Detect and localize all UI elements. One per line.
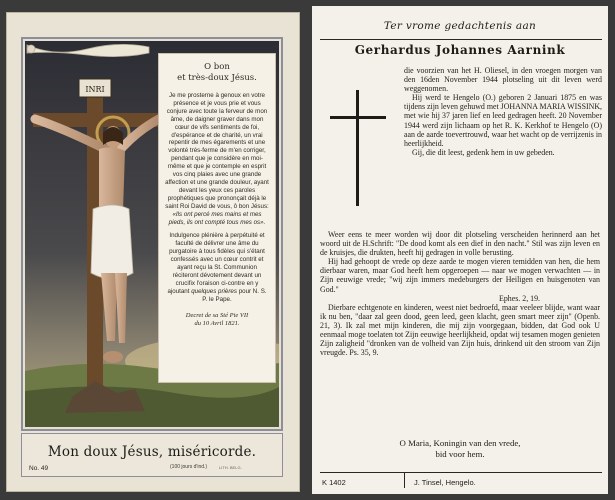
indulgence-note	[165, 232, 269, 303]
prayer-title-line2: et très-doux Jésus.	[177, 73, 257, 83]
prayer-title-line1: O bon	[204, 62, 230, 72]
memorial-body	[320, 230, 600, 357]
biography	[404, 66, 602, 157]
card-number: No. 49	[29, 465, 49, 472]
bio-paragraph-2: Hij werd te Hengelo (O.) geboren 2 Januari 1875 en was tijdens zijn leven gehuwd met JOHANNA MARIA WISSINK, met wie hij 37 jaren lief en leed gedragen heeft. 20 November 1944 werd zijn lichaam op het R. K. Kerkhof te Hengelo (O) aan de aarde toevertrouwd, waar het wacht op de verrijzenis in heerlijkheid.	[404, 93, 602, 148]
prayer-title	[165, 62, 269, 84]
bio-paragraph-3: Gij, die dit leest, gedenk hem in uw gebeden.	[412, 147, 555, 157]
loincloth	[91, 205, 133, 279]
printer-credit: J. Tinsel, Hengelo.	[414, 478, 476, 487]
deceased-name: Gerhardus Johannes Aarnink	[354, 43, 566, 57]
lithographer-mark: LITH. BELG.	[219, 465, 242, 470]
decree-line1: Decret de sa Sté Pie VII	[185, 311, 249, 319]
crucifixion-scene	[25, 41, 279, 427]
footer-rule	[320, 472, 602, 473]
indulgence-end: pour N. S. P. le Pape.	[202, 287, 267, 303]
prayer-quote: «Ils ont percé mes mains et mes pieds, ils ont compté tous mes os».	[168, 210, 266, 226]
prayer-scroll	[158, 53, 276, 383]
footer-separator	[404, 472, 405, 488]
caption-box	[21, 433, 283, 477]
feet	[103, 351, 123, 363]
memorial-text-card	[312, 6, 608, 494]
bio-paragraph-1: die voorzien van het H. Oliesel, in den vroegen morgen van den 16den November 1944 plotseling uit dit leven werd weggenomen.	[404, 66, 602, 94]
scroll-curl-ornament	[25, 41, 151, 59]
header-rule	[320, 39, 602, 40]
inri-label: INRI	[85, 85, 105, 94]
memorial-header: Ter vrome gedachtenis aan	[383, 20, 537, 32]
body-reference: Ephes. 2, 19.	[499, 293, 540, 303]
cross-icon	[330, 90, 386, 206]
prayer-body	[165, 92, 269, 226]
closing-prayer	[312, 438, 608, 460]
prayer-body-text: Je me prosterne à genoux en votre présence et je vous prie et vous conjure avec toute la ferveur de mon âme, de daigner graver dans mon cœur de vifs sentiments de foi, d'espérance et de charité, un vrai repentir de mes égarements et une volonté très-ferme de m'en corriger, pendant que je considère en moi-même et que je contemple en esprit vos cinq plaies avec une grande affection et une grande douleur, ayant devant les yeux ces paroles prophétiques que prononçait déjà le saint Roi David de vous, ô bon Jésus:	[165, 92, 269, 210]
print-code: K 1402	[322, 478, 346, 487]
body-paragraph-3: Dierbare echtgenote en kinderen, weest niet bedroefd, maar veeleer blijde, want waar ik nu ben, "daar zal geen dood, geen leed, geen klacht, geen smart meer zijn" (Openb. 21, 3). Ik zal met mijn kinderen, die mij zijn voorgegaan, bidden, dat God ook U eenmaal moge toelaten tot Zijn eeuwige heerlijkheid, opdat wij tesamen mogen genieten Zijn zaligheid "dronken van de volheid van Zijn huis, drinkend uit den stroom van Zijn vreugde. Ps. 35, 9.	[320, 302, 600, 358]
caption-title: Mon doux Jésus, miséricorde.	[47, 444, 257, 460]
decree	[165, 312, 269, 329]
indulgence-italic: quelques prières	[191, 287, 237, 295]
torso	[99, 147, 125, 214]
picture-frame	[21, 37, 283, 431]
devotional-picture-card	[6, 12, 300, 492]
body-paragraph-2: Hij had gehoopt de vrede op deze aarde te mogen vieren temidden van hen, die hem dierbaar waren, maar God heeft hem opgeroepen — naar we mogen verwachten — in Zijn eeuwige vrede; "wij zijn immers medeburgers der Heiligen en huisgenoten van God."	[320, 257, 600, 294]
body-paragraph-1: Weer eens te meer worden wij door dit plotseling verscheiden herinnerd aan het woord uit de H.Schrift: "De dood komt als een dief in den nacht." Stil was zijn leven en de kruisjes, die drukten, heeft hij gedragen in volle berusting.	[320, 230, 600, 258]
closing-line2: bid voor hem.	[435, 449, 485, 459]
decree-line2: du 10 Avril 1821.	[194, 320, 240, 328]
caption-indulgence-days: (100 jours d'ind.)	[170, 464, 208, 470]
indulgence-text: Indulgence plénière à perpétuité et faculté de délivrer une âme du purgatoire à tous fidèles qui s'étant confessés avec un cœur contrit et ayant reçu la St. Communion réciteront dévotement devant un crucifix l'oraison ci-contre en y ajoutant	[167, 232, 265, 295]
closing-line1: O Maria, Koningin van den vrede,	[399, 438, 521, 448]
